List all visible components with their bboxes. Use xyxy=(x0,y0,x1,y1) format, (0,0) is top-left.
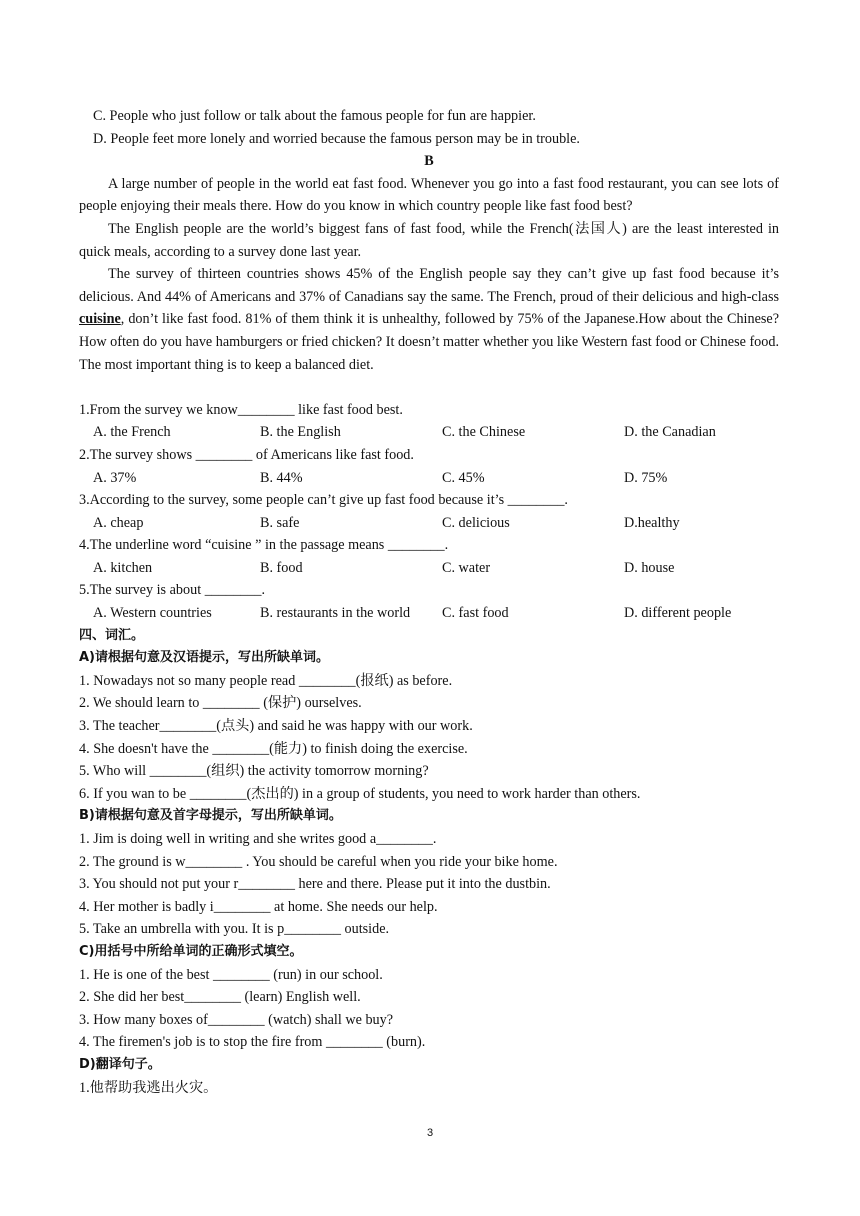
part-b-heading: B)请根据句意及首字母提示，写出所缺单词。 xyxy=(79,808,342,824)
option-b: B. the English xyxy=(260,424,341,441)
option-c: C. the Chinese xyxy=(442,424,526,441)
question-stem: 2.The survey shows ________ of Americans like fast food. xyxy=(79,446,414,463)
question-3 xyxy=(79,489,779,534)
option-a: A. kitchen xyxy=(93,559,153,576)
vocab-section-title: 四、词汇。 xyxy=(79,627,145,643)
question-stem: 5.The survey is about ________. xyxy=(79,582,265,599)
question-options xyxy=(79,512,779,535)
part-a-heading: A)请根据句意及汉语提示，写出所缺单词。 xyxy=(79,650,330,666)
part-c-heading: C)用括号中所给单词的正确形式填空。 xyxy=(79,943,303,959)
option-c-prev-question: C. People who just follow or talk about the famous people for fun are happier. xyxy=(93,108,536,124)
option-d-prev-question: D. People feet more lonely and worried because the famous person may be in trouble. xyxy=(93,130,580,147)
question-stem: 4.The underline word “cuisine ” in the passage means ________. xyxy=(79,537,449,554)
question-4 xyxy=(79,534,779,579)
option-b: B. food xyxy=(260,559,303,576)
option-b: B. safe xyxy=(260,514,300,531)
passage-p3-text-before: The survey of thirteen countries shows 45% of the English people say they can’t give up fast food because it’s delicious. And 44% of Americans and 37% of Canadians say the same. The French, proud of their delicious and high-class xyxy=(79,266,779,305)
question-options xyxy=(79,557,779,580)
option-c: C. water xyxy=(442,559,491,576)
document-page xyxy=(79,105,779,1099)
exercise-item: 1. He is one of the best ________ (run) in our school. xyxy=(79,966,383,983)
passage-paragraph-1: A large number of people in the world eat fast food. Whenever you go into a fast food restaurant, you can see lots of people enjoying their meals there. How do you know in which country people like fast food best? xyxy=(79,175,779,215)
exercise-item: 2. The ground is w________ . You should be careful when you ride your bike home. xyxy=(79,853,558,870)
question-5 xyxy=(79,579,779,624)
option-c: C. fast food xyxy=(442,605,509,622)
option-d: D. 75% xyxy=(624,469,668,486)
exercise-item: 5. Who will ________(组织) the activity tomorrow morning? xyxy=(79,763,429,780)
exercise-item: 1. Jim is doing well in writing and she writes good a________. xyxy=(79,831,437,847)
exercise-item: 2. We should learn to ________ (保护) ourselves. xyxy=(79,695,362,712)
exercise-item: 3. How many boxes of________ (watch) shall we buy? xyxy=(79,1011,394,1028)
question-1 xyxy=(79,399,779,444)
question-options xyxy=(79,421,779,444)
underlined-keyword: cuisine xyxy=(79,311,121,328)
passage-p3-text-after: , don’t like fast food. 81% of them think it is unhealthy, followed by 75% of the Japanese.How about the Chinese? How often do you have hamburgers or fried chicken? It doesn’t matter whether you like Western fast food or Chinese food. The most important thing is to keep a balanced diet. xyxy=(79,311,779,373)
option-c: C. 45% xyxy=(442,469,485,486)
exercise-item: 4. She doesn't have the ________(能力) to finish doing the exercise. xyxy=(79,740,468,757)
exercise-item: 2. She did her best________ (learn) English well. xyxy=(79,989,361,1006)
option-d: D. the Canadian xyxy=(624,424,716,441)
option-b: B. restaurants in the world xyxy=(260,605,411,622)
question-options xyxy=(79,467,779,490)
exercise-item: 3. The teacher________(点头) and said he was happy with our work. xyxy=(79,718,473,735)
page-number: 3 xyxy=(426,1127,434,1139)
part-d-heading: D)翻译句子。 xyxy=(79,1056,161,1072)
exercise-item: 1.他帮助我逃出火灾。 xyxy=(79,1079,218,1096)
option-d: D. different people xyxy=(624,605,732,622)
passage-paragraph-2: The English people are the world’s biggest fans of fast food, while the French(法国人) are the least interested in quick meals, according to a survey done last year. xyxy=(79,220,779,260)
spacer xyxy=(79,376,779,399)
exercise-item: 5. Take an umbrella with you. It is p________ outside. xyxy=(79,921,390,938)
exercise-item: 4. The firemen's job is to stop the fire from ________ (burn). xyxy=(79,1034,426,1051)
option-a: A. the French xyxy=(93,424,171,441)
section-title: B xyxy=(424,153,434,170)
exercise-item: 1. Nowadays not so many people read ________(报纸) as before. xyxy=(79,672,453,689)
option-b: B. 44% xyxy=(260,469,303,486)
exercise-item: 6. If you wan to be ________(杰出的) in a group of students, you need to work harder than others. xyxy=(79,785,641,802)
option-d: D. house xyxy=(624,559,675,576)
question-stem: 1.From the survey we know________ like fast food best. xyxy=(79,401,403,418)
passage-paragraph-3 xyxy=(79,263,779,376)
option-a: A. 37% xyxy=(93,469,137,486)
exercise-item: 4. Her mother is badly i________ at home. She needs our help. xyxy=(79,898,438,915)
option-a: A. Western countries xyxy=(93,605,212,622)
question-stem: 3.According to the survey, some people can’t give up fast food because it’s ________. xyxy=(79,492,568,509)
option-c: C. delicious xyxy=(442,514,510,531)
question-options xyxy=(79,602,779,625)
option-d: D.healthy xyxy=(624,514,680,531)
question-2 xyxy=(79,444,779,489)
option-a: A. cheap xyxy=(93,514,144,531)
exercise-item: 3. You should not put your r________ here and there. Please put it into the dustbin. xyxy=(79,876,551,893)
